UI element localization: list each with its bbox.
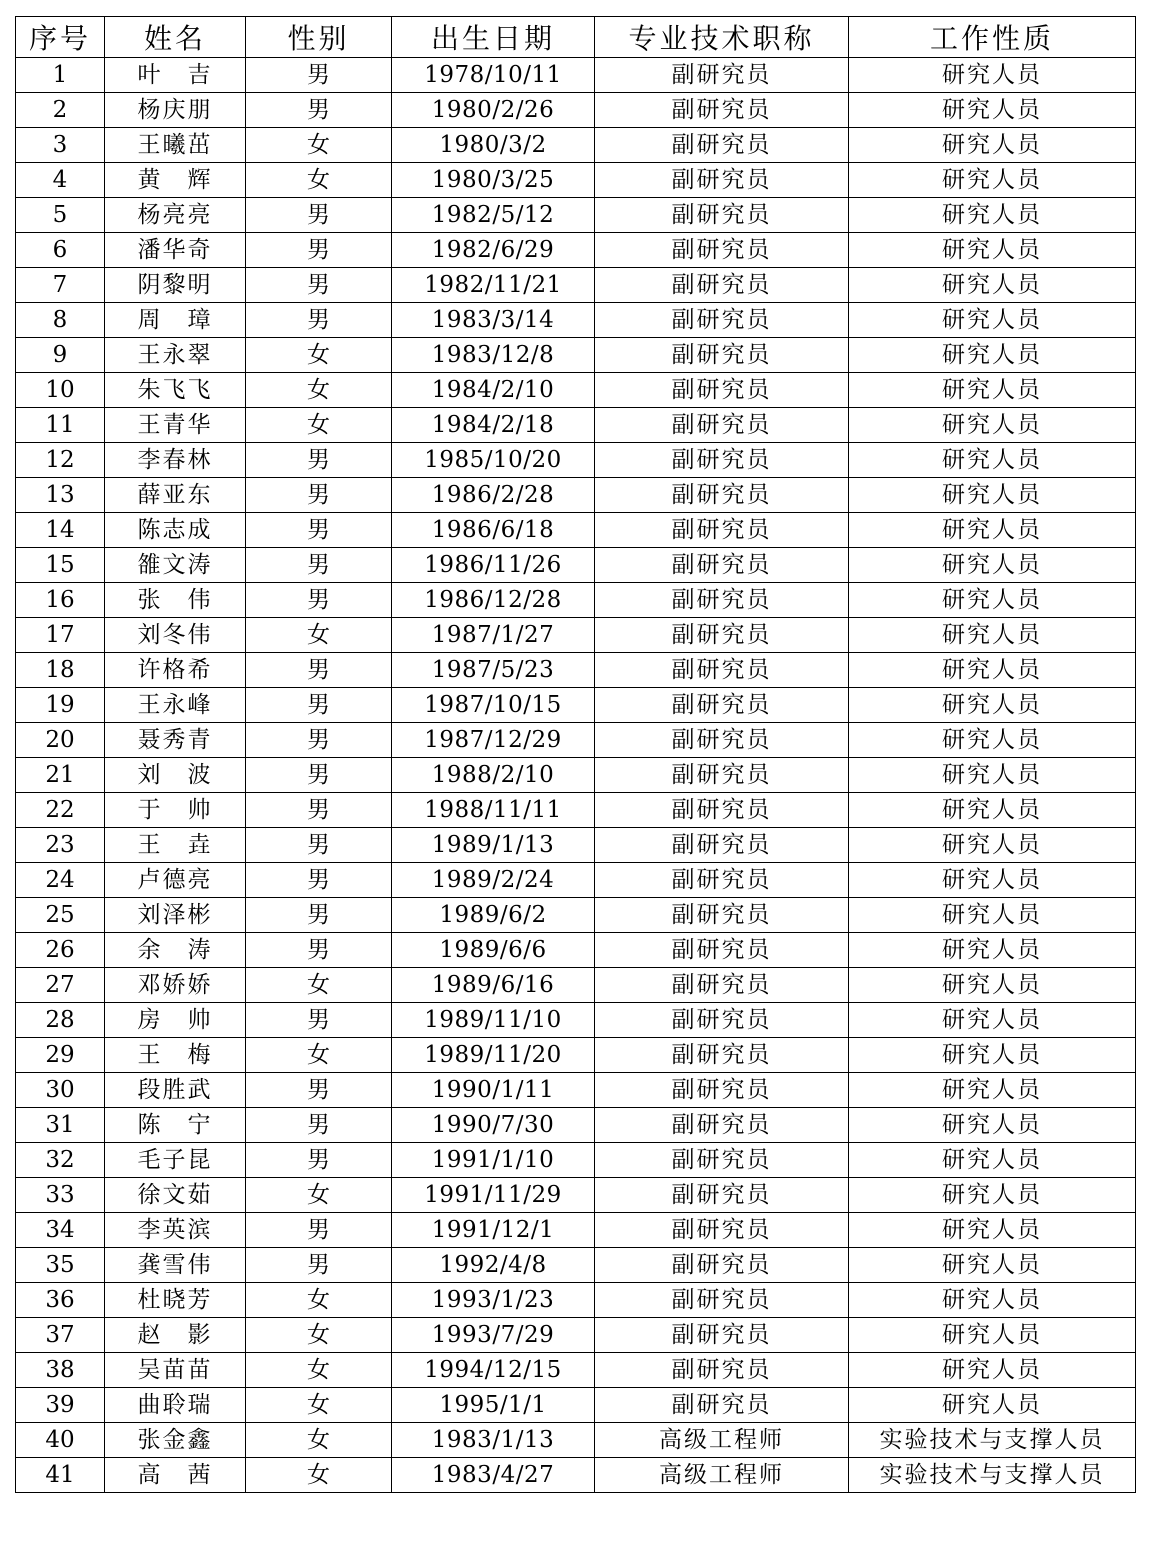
title-cell: 副研究员 <box>595 933 849 968</box>
gender-cell: 女 <box>246 408 392 443</box>
date-cell: 1991/1/10 <box>392 1143 595 1178</box>
table-row <box>16 478 1136 513</box>
table-row <box>16 758 1136 793</box>
nature-cell: 研究人员 <box>849 1108 1136 1143</box>
serial-number-cell: 40 <box>16 1423 105 1458</box>
serial-number-cell: 27 <box>16 968 105 1003</box>
nature-cell: 实验技术与支撑人员 <box>849 1458 1136 1493</box>
table-row <box>16 863 1136 898</box>
nature-cell: 研究人员 <box>849 478 1136 513</box>
name-cell: 李春林 <box>105 443 246 478</box>
serial-number-cell: 23 <box>16 828 105 863</box>
nature-cell: 研究人员 <box>849 93 1136 128</box>
date-cell: 1984/2/18 <box>392 408 595 443</box>
table-body <box>16 58 1136 1493</box>
date-cell: 1990/1/11 <box>392 1073 595 1108</box>
gender-cell: 女 <box>246 1458 392 1493</box>
gender-cell: 男 <box>246 1143 392 1178</box>
gender-cell: 男 <box>246 723 392 758</box>
header-name: 姓名 <box>105 17 246 58</box>
table-row <box>16 233 1136 268</box>
serial-number-cell: 34 <box>16 1213 105 1248</box>
gender-cell: 男 <box>246 548 392 583</box>
date-cell: 1986/12/28 <box>392 583 595 618</box>
title-cell: 副研究员 <box>595 373 849 408</box>
table-row <box>16 198 1136 233</box>
date-cell: 1995/1/1 <box>392 1388 595 1423</box>
table-row <box>16 688 1136 723</box>
title-cell: 副研究员 <box>595 1038 849 1073</box>
table-row <box>16 163 1136 198</box>
gender-cell: 女 <box>246 128 392 163</box>
date-cell: 1982/5/12 <box>392 198 595 233</box>
gender-cell: 女 <box>246 373 392 408</box>
date-cell: 1983/12/8 <box>392 338 595 373</box>
gender-cell: 男 <box>246 688 392 723</box>
table-row <box>16 1388 1136 1423</box>
title-cell: 副研究员 <box>595 618 849 653</box>
nature-cell: 研究人员 <box>849 723 1136 758</box>
title-cell: 高级工程师 <box>595 1458 849 1493</box>
date-cell: 1985/10/20 <box>392 443 595 478</box>
table-row <box>16 1423 1136 1458</box>
nature-cell: 研究人员 <box>849 303 1136 338</box>
gender-cell: 男 <box>246 793 392 828</box>
nature-cell: 研究人员 <box>849 1388 1136 1423</box>
date-cell: 1990/7/30 <box>392 1108 595 1143</box>
serial-number-cell: 3 <box>16 128 105 163</box>
date-cell: 1993/7/29 <box>392 1318 595 1353</box>
roster-table <box>15 16 1136 1493</box>
title-cell: 副研究员 <box>595 1318 849 1353</box>
table-row <box>16 58 1136 93</box>
table-row <box>16 1073 1136 1108</box>
date-cell: 1986/11/26 <box>392 548 595 583</box>
serial-number-cell: 14 <box>16 513 105 548</box>
title-cell: 副研究员 <box>595 688 849 723</box>
serial-number-cell: 25 <box>16 898 105 933</box>
title-cell: 副研究员 <box>595 863 849 898</box>
serial-number-cell: 32 <box>16 1143 105 1178</box>
gender-cell: 男 <box>246 1108 392 1143</box>
serial-number-cell: 18 <box>16 653 105 688</box>
serial-number-cell: 36 <box>16 1283 105 1318</box>
table-row <box>16 898 1136 933</box>
name-cell: 吴苗苗 <box>105 1353 246 1388</box>
gender-cell: 女 <box>246 1353 392 1388</box>
gender-cell: 男 <box>246 758 392 793</box>
serial-number-cell: 39 <box>16 1388 105 1423</box>
date-cell: 1983/3/14 <box>392 303 595 338</box>
nature-cell: 研究人员 <box>849 653 1136 688</box>
name-cell: 王青华 <box>105 408 246 443</box>
nature-cell: 研究人员 <box>849 58 1136 93</box>
serial-number-cell: 22 <box>16 793 105 828</box>
name-cell: 张 伟 <box>105 583 246 618</box>
name-cell: 赵 影 <box>105 1318 246 1353</box>
gender-cell: 男 <box>246 233 392 268</box>
table-row <box>16 653 1136 688</box>
serial-number-cell: 29 <box>16 1038 105 1073</box>
nature-cell: 研究人员 <box>849 198 1136 233</box>
serial-number-cell: 5 <box>16 198 105 233</box>
serial-number-cell: 28 <box>16 1003 105 1038</box>
serial-number-cell: 19 <box>16 688 105 723</box>
serial-number-cell: 2 <box>16 93 105 128</box>
name-cell: 杨亮亮 <box>105 198 246 233</box>
title-cell: 副研究员 <box>595 128 849 163</box>
title-cell: 副研究员 <box>595 1213 849 1248</box>
gender-cell: 女 <box>246 618 392 653</box>
serial-number-cell: 37 <box>16 1318 105 1353</box>
name-cell: 徐文茹 <box>105 1178 246 1213</box>
serial-number-cell: 26 <box>16 933 105 968</box>
date-cell: 1989/1/13 <box>392 828 595 863</box>
title-cell: 副研究员 <box>595 268 849 303</box>
serial-number-cell: 41 <box>16 1458 105 1493</box>
nature-cell: 研究人员 <box>849 688 1136 723</box>
gender-cell: 男 <box>246 1003 392 1038</box>
name-cell: 潘华奇 <box>105 233 246 268</box>
date-cell: 1992/4/8 <box>392 1248 595 1283</box>
title-cell: 副研究员 <box>595 723 849 758</box>
name-cell: 刘 波 <box>105 758 246 793</box>
date-cell: 1991/12/1 <box>392 1213 595 1248</box>
nature-cell: 研究人员 <box>849 163 1136 198</box>
date-cell: 1984/2/10 <box>392 373 595 408</box>
name-cell: 龚雪伟 <box>105 1248 246 1283</box>
date-cell: 1980/3/25 <box>392 163 595 198</box>
nature-cell: 研究人员 <box>849 793 1136 828</box>
table-row <box>16 933 1136 968</box>
gender-cell: 男 <box>246 513 392 548</box>
nature-cell: 研究人员 <box>849 1073 1136 1108</box>
name-cell: 陈 宁 <box>105 1108 246 1143</box>
serial-number-cell: 16 <box>16 583 105 618</box>
table-row <box>16 583 1136 618</box>
nature-cell: 研究人员 <box>849 1003 1136 1038</box>
nature-cell: 研究人员 <box>849 268 1136 303</box>
serial-number-cell: 20 <box>16 723 105 758</box>
title-cell: 副研究员 <box>595 443 849 478</box>
date-cell: 1989/6/16 <box>392 968 595 1003</box>
nature-cell: 研究人员 <box>849 1038 1136 1073</box>
serial-number-cell: 35 <box>16 1248 105 1283</box>
date-cell: 1987/1/27 <box>392 618 595 653</box>
name-cell: 阴黎明 <box>105 268 246 303</box>
name-cell: 王永峰 <box>105 688 246 723</box>
date-cell: 1987/5/23 <box>392 653 595 688</box>
table-row <box>16 1353 1136 1388</box>
name-cell: 高 茜 <box>105 1458 246 1493</box>
nature-cell: 研究人员 <box>849 1283 1136 1318</box>
name-cell: 曲聆瑞 <box>105 1388 246 1423</box>
date-cell: 1991/11/29 <box>392 1178 595 1213</box>
nature-cell: 研究人员 <box>849 1178 1136 1213</box>
table-row <box>16 443 1136 478</box>
gender-cell: 男 <box>246 58 392 93</box>
title-cell: 副研究员 <box>595 1143 849 1178</box>
name-cell: 王永翠 <box>105 338 246 373</box>
date-cell: 1982/6/29 <box>392 233 595 268</box>
serial-number-cell: 11 <box>16 408 105 443</box>
date-cell: 1982/11/21 <box>392 268 595 303</box>
gender-cell: 男 <box>246 828 392 863</box>
nature-cell: 实验技术与支撑人员 <box>849 1423 1136 1458</box>
serial-number-cell: 4 <box>16 163 105 198</box>
title-cell: 副研究员 <box>595 548 849 583</box>
nature-cell: 研究人员 <box>849 373 1136 408</box>
title-cell: 副研究员 <box>595 163 849 198</box>
table-row <box>16 1108 1136 1143</box>
table-row <box>16 793 1136 828</box>
serial-number-cell: 33 <box>16 1178 105 1213</box>
name-cell: 于 帅 <box>105 793 246 828</box>
nature-cell: 研究人员 <box>849 233 1136 268</box>
table-header <box>16 17 1136 58</box>
gender-cell: 男 <box>246 478 392 513</box>
date-cell: 1988/2/10 <box>392 758 595 793</box>
serial-number-cell: 1 <box>16 58 105 93</box>
gender-cell: 男 <box>246 198 392 233</box>
table-row <box>16 723 1136 758</box>
serial-number-cell: 15 <box>16 548 105 583</box>
date-cell: 1983/4/27 <box>392 1458 595 1493</box>
date-cell: 1987/12/29 <box>392 723 595 758</box>
gender-cell: 男 <box>246 863 392 898</box>
title-cell: 副研究员 <box>595 758 849 793</box>
name-cell: 叶 吉 <box>105 58 246 93</box>
gender-cell: 男 <box>246 898 392 933</box>
nature-cell: 研究人员 <box>849 548 1136 583</box>
serial-number-cell: 30 <box>16 1073 105 1108</box>
nature-cell: 研究人员 <box>849 583 1136 618</box>
nature-cell: 研究人员 <box>849 1353 1136 1388</box>
header-row <box>16 17 1136 58</box>
name-cell: 雒文涛 <box>105 548 246 583</box>
name-cell: 黄 辉 <box>105 163 246 198</box>
gender-cell: 女 <box>246 1318 392 1353</box>
table-row <box>16 408 1136 443</box>
title-cell: 副研究员 <box>595 1003 849 1038</box>
name-cell: 张金鑫 <box>105 1423 246 1458</box>
gender-cell: 女 <box>246 338 392 373</box>
title-cell: 副研究员 <box>595 58 849 93</box>
gender-cell: 男 <box>246 933 392 968</box>
date-cell: 1980/3/2 <box>392 128 595 163</box>
nature-cell: 研究人员 <box>849 898 1136 933</box>
name-cell: 刘泽彬 <box>105 898 246 933</box>
name-cell: 许格希 <box>105 653 246 688</box>
title-cell: 副研究员 <box>595 1388 849 1423</box>
nature-cell: 研究人员 <box>849 1143 1136 1178</box>
gender-cell: 女 <box>246 163 392 198</box>
date-cell: 1986/2/28 <box>392 478 595 513</box>
header-work-nature: 工作性质 <box>849 17 1136 58</box>
date-cell: 1989/2/24 <box>392 863 595 898</box>
table-row <box>16 618 1136 653</box>
table-row <box>16 93 1136 128</box>
title-cell: 副研究员 <box>595 478 849 513</box>
name-cell: 李英滨 <box>105 1213 246 1248</box>
name-cell: 杜晓芳 <box>105 1283 246 1318</box>
serial-number-cell: 21 <box>16 758 105 793</box>
nature-cell: 研究人员 <box>849 408 1136 443</box>
table-row <box>16 1458 1136 1493</box>
name-cell: 周 璋 <box>105 303 246 338</box>
name-cell: 王曦茁 <box>105 128 246 163</box>
table-row <box>16 1248 1136 1283</box>
nature-cell: 研究人员 <box>849 128 1136 163</box>
title-cell: 副研究员 <box>595 513 849 548</box>
title-cell: 高级工程师 <box>595 1423 849 1458</box>
date-cell: 1983/1/13 <box>392 1423 595 1458</box>
title-cell: 副研究员 <box>595 233 849 268</box>
title-cell: 副研究员 <box>595 1073 849 1108</box>
date-cell: 1978/10/11 <box>392 58 595 93</box>
name-cell: 王 梅 <box>105 1038 246 1073</box>
nature-cell: 研究人员 <box>849 513 1136 548</box>
title-cell: 副研究员 <box>595 828 849 863</box>
name-cell: 朱飞飞 <box>105 373 246 408</box>
title-cell: 副研究员 <box>595 898 849 933</box>
title-cell: 副研究员 <box>595 1248 849 1283</box>
name-cell: 薛亚东 <box>105 478 246 513</box>
date-cell: 1989/6/6 <box>392 933 595 968</box>
table-row <box>16 828 1136 863</box>
serial-number-cell: 8 <box>16 303 105 338</box>
serial-number-cell: 31 <box>16 1108 105 1143</box>
name-cell: 陈志成 <box>105 513 246 548</box>
header-gender: 性别 <box>246 17 392 58</box>
header-birth-date: 出生日期 <box>392 17 595 58</box>
table-row <box>16 548 1136 583</box>
title-cell: 副研究员 <box>595 583 849 618</box>
gender-cell: 女 <box>246 1388 392 1423</box>
date-cell: 1986/6/18 <box>392 513 595 548</box>
table-row <box>16 268 1136 303</box>
name-cell: 刘冬伟 <box>105 618 246 653</box>
table-row <box>16 1178 1136 1213</box>
date-cell: 1989/6/2 <box>392 898 595 933</box>
serial-number-cell: 9 <box>16 338 105 373</box>
gender-cell: 男 <box>246 443 392 478</box>
name-cell: 卢德亮 <box>105 863 246 898</box>
title-cell: 副研究员 <box>595 408 849 443</box>
name-cell: 毛子昆 <box>105 1143 246 1178</box>
serial-number-cell: 17 <box>16 618 105 653</box>
gender-cell: 女 <box>246 1178 392 1213</box>
serial-number-cell: 13 <box>16 478 105 513</box>
table-row <box>16 968 1136 1003</box>
gender-cell: 女 <box>246 968 392 1003</box>
nature-cell: 研究人员 <box>849 828 1136 863</box>
nature-cell: 研究人员 <box>849 618 1136 653</box>
title-cell: 副研究员 <box>595 198 849 233</box>
title-cell: 副研究员 <box>595 1353 849 1388</box>
nature-cell: 研究人员 <box>849 933 1136 968</box>
name-cell: 邓娇娇 <box>105 968 246 1003</box>
table-row <box>16 513 1136 548</box>
serial-number-cell: 24 <box>16 863 105 898</box>
gender-cell: 男 <box>246 1073 392 1108</box>
gender-cell: 男 <box>246 653 392 688</box>
date-cell: 1989/11/20 <box>392 1038 595 1073</box>
name-cell: 王 垚 <box>105 828 246 863</box>
gender-cell: 男 <box>246 583 392 618</box>
title-cell: 副研究员 <box>595 653 849 688</box>
table-row <box>16 338 1136 373</box>
gender-cell: 女 <box>246 1038 392 1073</box>
table-row <box>16 1318 1136 1353</box>
nature-cell: 研究人员 <box>849 1213 1136 1248</box>
name-cell: 杨庆朋 <box>105 93 246 128</box>
table-row <box>16 1003 1136 1038</box>
table-row <box>16 373 1136 408</box>
date-cell: 1980/2/26 <box>392 93 595 128</box>
serial-number-cell: 10 <box>16 373 105 408</box>
nature-cell: 研究人员 <box>849 863 1136 898</box>
nature-cell: 研究人员 <box>849 443 1136 478</box>
title-cell: 副研究员 <box>595 793 849 828</box>
gender-cell: 男 <box>246 93 392 128</box>
table-row <box>16 1213 1136 1248</box>
title-cell: 副研究员 <box>595 303 849 338</box>
gender-cell: 男 <box>246 1248 392 1283</box>
nature-cell: 研究人员 <box>849 1248 1136 1283</box>
title-cell: 副研究员 <box>595 1178 849 1213</box>
table-row <box>16 1038 1136 1073</box>
table-row <box>16 303 1136 338</box>
name-cell: 余 涛 <box>105 933 246 968</box>
name-cell: 房 帅 <box>105 1003 246 1038</box>
nature-cell: 研究人员 <box>849 968 1136 1003</box>
date-cell: 1989/11/10 <box>392 1003 595 1038</box>
title-cell: 副研究员 <box>595 1283 849 1318</box>
gender-cell: 男 <box>246 268 392 303</box>
serial-number-cell: 12 <box>16 443 105 478</box>
nature-cell: 研究人员 <box>849 758 1136 793</box>
gender-cell: 男 <box>246 303 392 338</box>
serial-number-cell: 7 <box>16 268 105 303</box>
date-cell: 1993/1/23 <box>392 1283 595 1318</box>
nature-cell: 研究人员 <box>849 338 1136 373</box>
title-cell: 副研究员 <box>595 968 849 1003</box>
gender-cell: 女 <box>246 1423 392 1458</box>
nature-cell: 研究人员 <box>849 1318 1136 1353</box>
title-cell: 副研究员 <box>595 1108 849 1143</box>
table-row <box>16 1283 1136 1318</box>
serial-number-cell: 38 <box>16 1353 105 1388</box>
serial-number-cell: 6 <box>16 233 105 268</box>
date-cell: 1987/10/15 <box>392 688 595 723</box>
table-row <box>16 1143 1136 1178</box>
title-cell: 副研究员 <box>595 93 849 128</box>
gender-cell: 女 <box>246 1283 392 1318</box>
name-cell: 聂秀青 <box>105 723 246 758</box>
table-row <box>16 128 1136 163</box>
header-professional-title: 专业技术职称 <box>595 17 849 58</box>
date-cell: 1994/12/15 <box>392 1353 595 1388</box>
title-cell: 副研究员 <box>595 338 849 373</box>
gender-cell: 男 <box>246 1213 392 1248</box>
header-serial-number: 序号 <box>16 17 105 58</box>
name-cell: 段胜武 <box>105 1073 246 1108</box>
date-cell: 1988/11/11 <box>392 793 595 828</box>
